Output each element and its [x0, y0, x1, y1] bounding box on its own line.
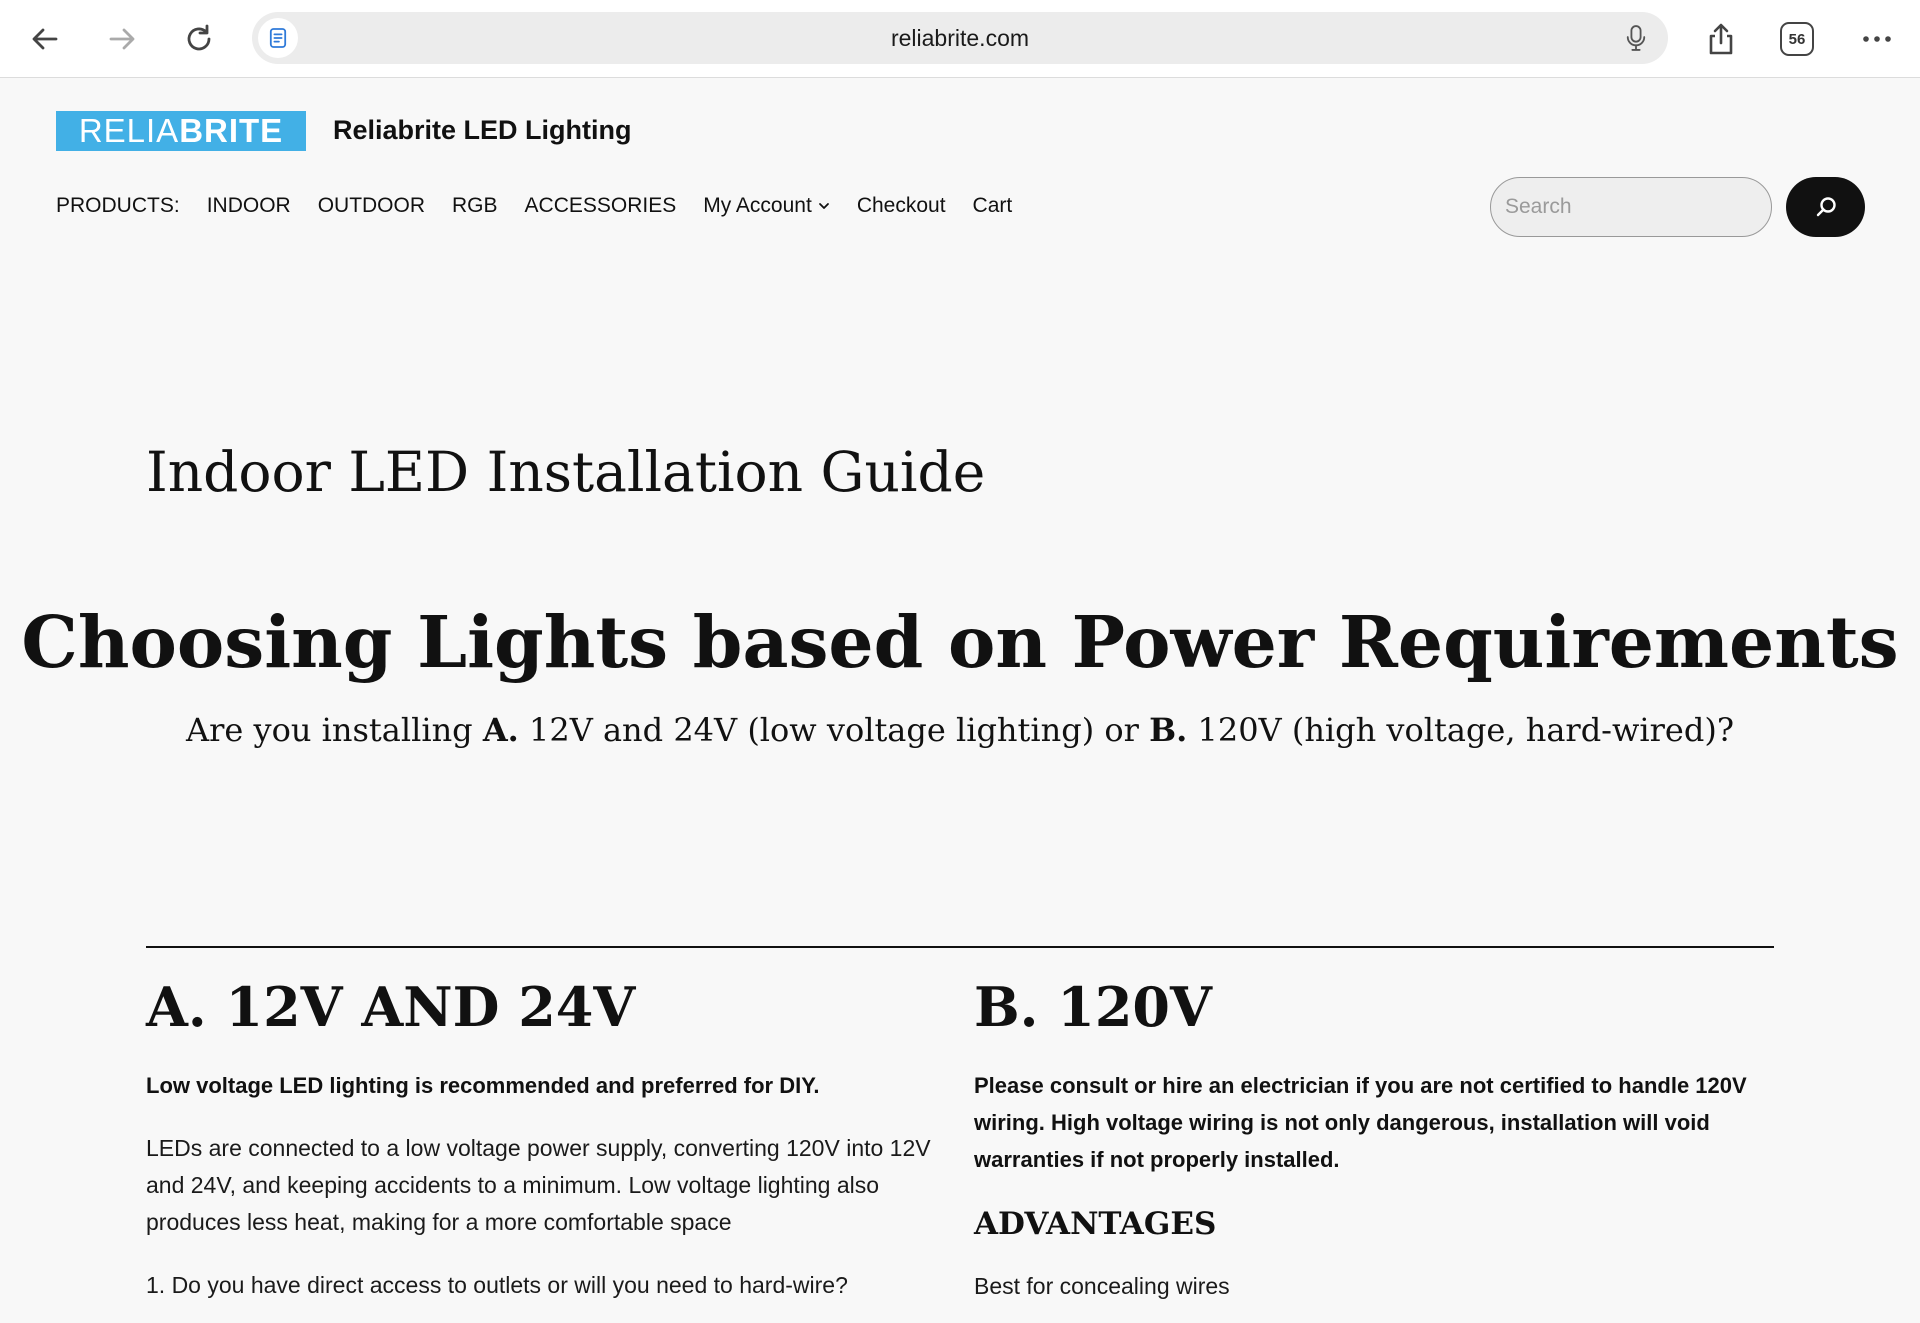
section-divider [146, 946, 1774, 948]
column-low-voltage [146, 975, 936, 1304]
more-button[interactable] [1852, 14, 1902, 64]
nav-item-checkout[interactable]: Checkout [856, 194, 946, 217]
column-a-heading: A. 12V AND 24V [146, 975, 636, 1039]
column-a-body: LEDs are connected to a low voltage power supply, converting 120V into 12V and 24V, and keeping accidents to a minimum. Low voltage lighting also produces less heat, making for a more comfortable space [146, 1135, 931, 1235]
address-bar[interactable] [252, 12, 1668, 64]
question-a-label: A. [482, 711, 519, 749]
more-icon [1860, 22, 1894, 56]
main-navigation [56, 194, 1039, 218]
page-title: Indoor LED Installation Guide [146, 440, 986, 504]
browser-toolbar [0, 0, 1920, 78]
logo-text-brite: BRITE [179, 112, 284, 149]
back-button[interactable] [20, 14, 70, 64]
search-button[interactable] [1786, 177, 1865, 237]
logo-text-relia: RELIA [78, 112, 180, 149]
question-a-text: 12V and 24V (low voltage lighting) or [518, 711, 1150, 749]
nav-item-outdoor[interactable]: OUTDOOR [317, 194, 426, 217]
question-b-text: 120V (high voltage, hard-wired)? [1187, 711, 1734, 749]
share-button[interactable] [1696, 14, 1746, 64]
forward-button[interactable] [97, 14, 147, 64]
nav-item-rgb[interactable]: RGB [452, 194, 498, 217]
question-prefix: Are you installing [186, 711, 483, 749]
section-heading: Choosing Lights based on Power Requirements [21, 600, 1899, 684]
column-a-lead: Low voltage LED lighting is recommended and preferred for DIY. [146, 1073, 820, 1098]
column-b-lead: Please consult or hire an electrician if you are not certified to handle 120V wiring. High voltage wiring is not only dangerous, installation will void warranties if not properly installed. [974, 1073, 1747, 1172]
advantages-heading: ADVANTAGES [974, 1206, 1217, 1242]
question-b-label: B. [1149, 711, 1188, 749]
nav-item-my-account[interactable] [703, 194, 830, 218]
site-logo[interactable] [56, 111, 306, 151]
column-a-question-1: 1. Do you have direct access to outlets or will you need to hard-wire? [146, 1272, 848, 1298]
reload-icon [182, 22, 216, 56]
nav-item-accessories[interactable]: ACCESSORIES [524, 194, 677, 217]
back-arrow-icon [28, 22, 62, 56]
advantage-item: Best for concealing wires [974, 1273, 1230, 1299]
nav-item-my-account-label: My Account [703, 194, 812, 217]
search-icon [1814, 195, 1838, 219]
column-b-heading: B. 120V [974, 975, 1212, 1039]
url-text[interactable]: reliabrite.com [890, 25, 1030, 51]
column-high-voltage [974, 975, 1774, 1305]
nav-item-cart[interactable]: Cart [972, 194, 1013, 217]
nav-item-indoor[interactable]: INDOOR [206, 194, 291, 217]
share-icon [1704, 22, 1738, 56]
search-input[interactable] [1490, 177, 1772, 237]
nav-item-products[interactable]: PRODUCTS: [56, 194, 180, 217]
microphone-icon[interactable] [1620, 22, 1652, 54]
voltage-question [0, 711, 1920, 749]
site-title[interactable]: Reliabrite LED Lighting [333, 115, 632, 145]
chevron-down-icon [818, 200, 830, 212]
tabs-button[interactable]: 56 [1780, 22, 1814, 56]
reload-button[interactable] [174, 14, 224, 64]
forward-arrow-icon [105, 22, 139, 56]
